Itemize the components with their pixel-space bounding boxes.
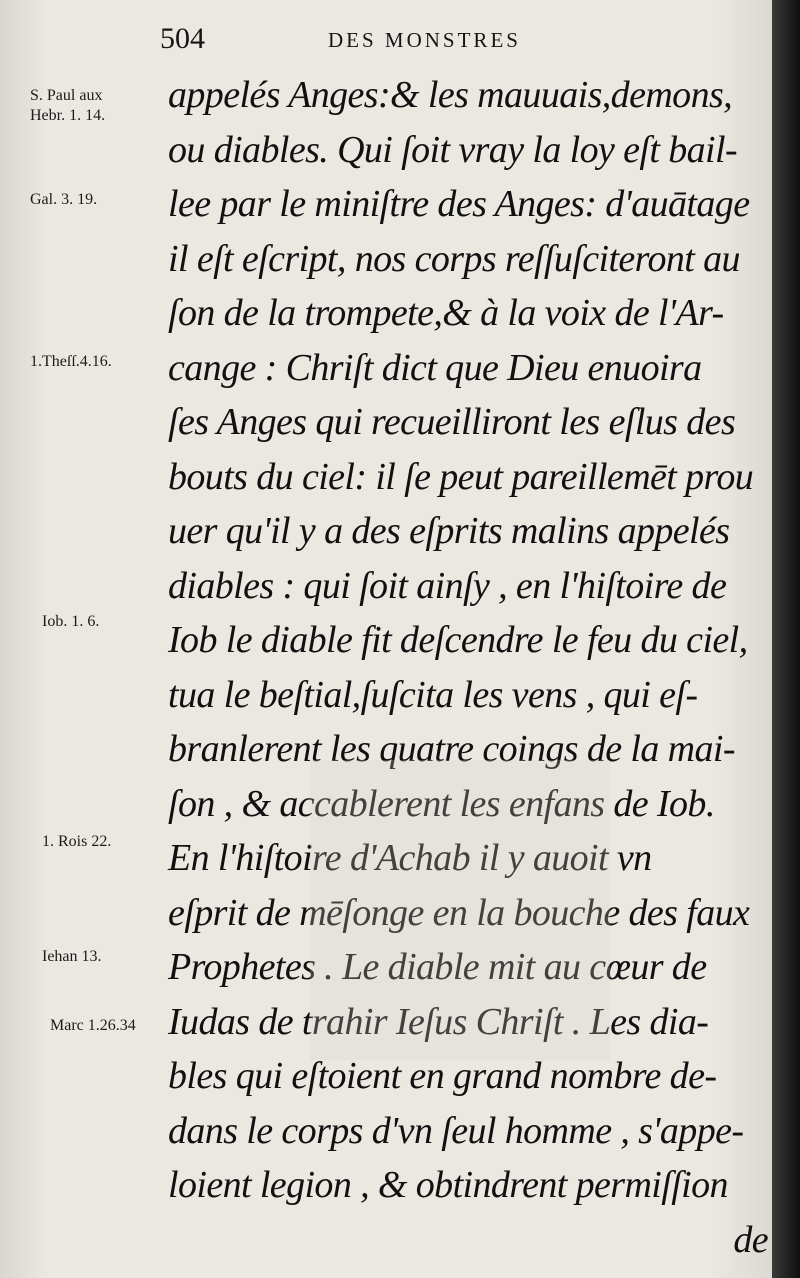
page-header — [160, 20, 600, 60]
text-line: Prophetes . Le diable mit au cœur de — [168, 946, 707, 988]
text-line: lee par le miniſtre des Anges: d'auātage — [168, 183, 750, 225]
text-line: En l'hiſtoire d'Achab il y auoit vn — [168, 837, 652, 879]
catchword: de — [733, 1218, 768, 1261]
text-line: eſprit de mēſonge en la bouche des faux — [168, 891, 750, 934]
text-line: il eſt eſcript, nos corps reſſuſciteront au — [168, 237, 740, 280]
text-line: loient legion , & obtindrent permiſſion — [168, 1164, 728, 1206]
text-line: branlerent les quatre coings de la mai- — [168, 728, 735, 770]
marginal-note: 1.Theſſ.4.16. — [30, 353, 112, 370]
page-edge-shadow — [772, 0, 800, 1278]
text-line: ſon , & accablerent les enfans de Iob. — [168, 782, 715, 825]
body-text — [168, 68, 768, 1267]
text-line: ſon de la trompete,& à la voix de l'Ar- — [168, 292, 724, 334]
marginal-note: Marc 1.26.34 — [50, 1017, 136, 1034]
text-line: cange : Chriſt dict que Dieu enuoira — [168, 346, 702, 389]
running-title: DES MONSTRES — [328, 28, 521, 52]
text-line: appelés Anges:& les mauuais,demons, — [168, 74, 733, 116]
text-line: ſes Anges qui recueilliront les eſlus des — [168, 401, 736, 443]
text-line: Iudas de trahir Ieſus Chriſt . Les dia- — [168, 1000, 709, 1043]
text-line: ou diables. Qui ſoit vray la loy eſt bail- — [168, 128, 737, 171]
text-line: bles qui eſtoient en grand nombre de- — [168, 1055, 717, 1097]
marginal-note: Gal. 3. 19. — [30, 191, 98, 208]
marginal-note: 1. Rois 22. — [42, 833, 112, 850]
marginal-notes — [0, 0, 170, 1278]
marginal-note: Iob. 1. 6. — [42, 613, 100, 630]
text-line: tua le beſtial,ſuſcita les vens , qui eſ- — [168, 673, 698, 716]
page-number: 504 — [160, 22, 205, 55]
text-line: dans le corps d'vn ſeul homme , s'appe- — [168, 1109, 744, 1152]
marginal-note: Iehan 13. — [42, 948, 102, 965]
text-line: Iob le diable fit deſcendre le feu du ciel, — [168, 619, 748, 661]
text-line: uer qu'il y a des eſprits malins appelés — [168, 510, 730, 552]
text-line: bouts du ciel: il ſe peut pareillemēt prou — [168, 455, 754, 498]
marginal-note: S. Paul aux Hebr. 1. 14. — [30, 87, 106, 124]
text-line: diables : qui ſoit ainſy , en l'hiſtoire de — [168, 564, 727, 607]
